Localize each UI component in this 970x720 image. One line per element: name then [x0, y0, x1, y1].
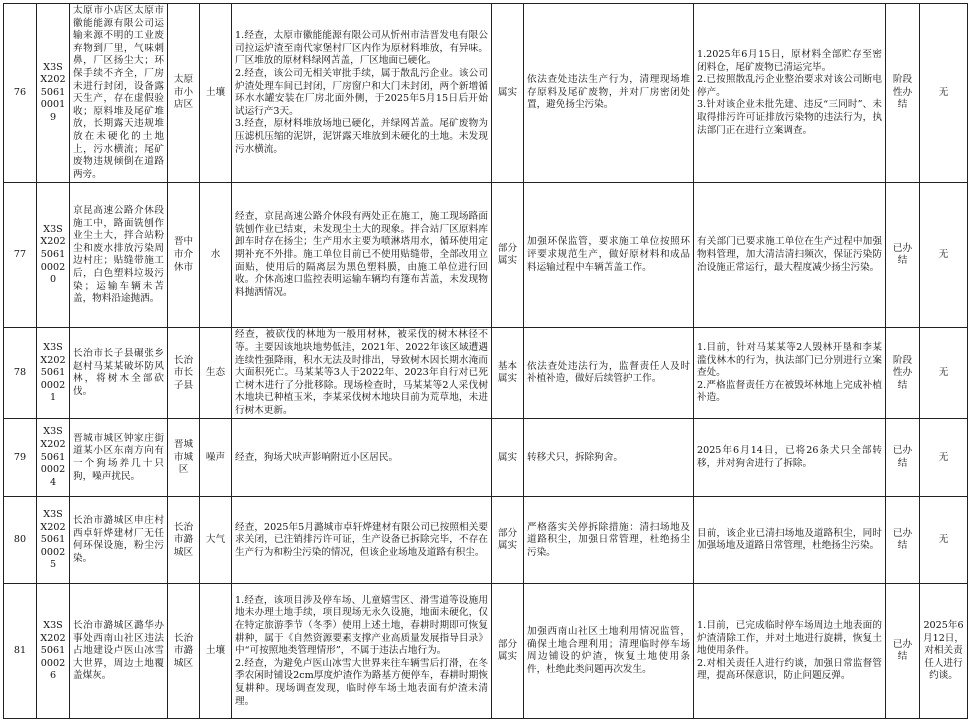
table-row — [4, 328, 968, 419]
accountability: 无 — [920, 497, 968, 584]
verification-result: 基本属实 — [492, 328, 524, 419]
pollution-type: 水 — [200, 183, 232, 328]
investigation-finding: 经查，狗场犬吠声影响附近小区居民。 — [232, 419, 492, 497]
accountability: 无 — [920, 328, 968, 419]
complaint-content: 长治市长子县碾张乡赵村马某某破坏防风林，将树木全部砍伐。 — [70, 328, 168, 419]
complaint-content: 京昆高速公路介休段施工中，路面铣刨作业尘土大，拌合站粉尘和废水排放污染周边村庄；贴缝带施工后，白色塑料垃圾污染；运输车辆未苫盖，物料沿途抛洒。 — [70, 183, 168, 328]
case-id: X3SX202506100024 — [37, 419, 70, 497]
accountability: 2025年6月12日，对相关责任人进行约谈。 — [920, 584, 968, 719]
case-id: X3SX202506100025 — [37, 497, 70, 584]
complaint-content: 太原市小店区太原市徽能能源有限公司运输来源不明的工业废弃物到厂里，气味刺鼻，厂区扬尘大；环保手续不齐全，厂房未进行封闭，设备露天生产，存在虚假验收；原料堆及尾矿堆放，长期露天违规堆放在未硬化的土地上，污水横流；尾矿废物违规倾倒在道路两旁。 — [70, 4, 168, 183]
table-row — [4, 497, 968, 584]
case-id: X3SX202506100019 — [37, 4, 70, 183]
table-row — [4, 419, 968, 497]
administrative-region: 晋中市介休市 — [168, 183, 200, 328]
rectification-progress: 1.目前，针对马某某等2人毁林开垦和李某滥伐林木的行为，执法部门已分别进行立案查处。 2.严格监督责任方在被毁坏林地上完成补植补造。 — [694, 328, 886, 419]
completion-status: 阶段性办结 — [886, 328, 920, 419]
complaint-content: 长治市潞城区潞华办事处西南山社区违法占地建设卢医山冰雪大世界，周边土地覆盖煤灰。 — [70, 584, 168, 719]
handling-measures: 加强环保监管，要求施工单位按照环评要求规范生产，做好原材料和成品料运输过程中车辆苫盖工作。 — [524, 183, 694, 328]
complaint-content: 长治市潞城区申庄村西卓轩烨建材厂无任何环保设施，粉尘污染。 — [70, 497, 168, 584]
administrative-region: 长治市潞城区 — [168, 497, 200, 584]
verification-result: 部分属实 — [492, 584, 524, 719]
handling-measures: 加强西南山社区土地利用情况监管，确保土地合理利用；清理临时停车场周边铺设的炉渣，恢复土地使用条件，杜绝此类问题再次发生。 — [524, 584, 694, 719]
administrative-region: 长治市潞城区 — [168, 584, 200, 719]
row-number: 78 — [4, 328, 37, 419]
row-number: 76 — [4, 4, 37, 183]
investigation-finding: 经查，2025年5月潞城市卓轩烨建材有限公司已按照相关要求关闭，已注销排污许可证，生产设备已拆除完毕，不存在生产行为和粉尘污染的情况，但该企业场地及道路有积尘。 — [232, 497, 492, 584]
completion-status: 已办结 — [886, 584, 920, 719]
administrative-region: 太原市小店区 — [168, 4, 200, 183]
investigation-finding: 经查，京昆高速公路介休段有两处正在施工，施工现场路面铣刨作业已结束，未发现尘土大的现象。拌合站厂区原料库卸车时存在扬尘；生产用水主要为喷淋塔用水，循环使用定期补充不外排。施工单位目前已不使用贴缝带，全部改用立面贴，使用后的隔离层为黑色塑料膜，由施工单位进行回收。介休高速口监控表明运输车辆均有篷布苫盖，未发现物料抛洒情况。 — [232, 183, 492, 328]
case-id: X3SX202506100026 — [37, 584, 70, 719]
table-row — [4, 584, 968, 719]
rectification-progress: 有关部门已要求施工单位在生产过程中加强物料管理，加大清洁清扫频次，保证污染防治设施正常运行，最大程度减少扬尘污染。 — [694, 183, 886, 328]
rectification-progress: 2025年6月14日，已将26条犬只全部转移，并对狗舍进行了拆除。 — [694, 419, 886, 497]
pollution-type: 噪声 — [200, 419, 232, 497]
accountability: 无 — [920, 419, 968, 497]
accountability: 无 — [920, 183, 968, 328]
case-id: X3SX202506100021 — [37, 328, 70, 419]
administrative-region: 长治市长子县 — [168, 328, 200, 419]
complaint-content: 晋城市城区钟家庄街道某小区东南方向有一个狗场养几十只狗，噪声扰民。 — [70, 419, 168, 497]
completion-status: 已办结 — [886, 497, 920, 584]
handling-measures: 依法查处违法行为，监督责任人及时补植补造，做好后续管护工作。 — [524, 328, 694, 419]
supervision-table — [3, 3, 968, 719]
accountability: 无 — [920, 4, 968, 183]
handling-measures: 严格落实关停拆除措施：清扫场地及道路积尘，加强日常管理，杜绝扬尘污染。 — [524, 497, 694, 584]
investigation-finding: 1.经查，该项目涉及停车场、儿童嬉雪区、滑雪道等设施用地未办理土地手续，项目现场无永久设施，地面未硬化，仅在特定旅游季节（冬季）使用上述土地，春耕时期即可恢复耕种，属于《自然资源要素支撑产业高质量发展指导目录》中“可按照地类管理情形”，不属于违法占地行为。 2.经查，为避免卢医山冰雪大世界来往车辆雪后打滑，在冬季农闲时铺设2cm厚度炉渣作为路基方便停车，春耕时期恢复耕种。现场调查发现，临时停车场土地表面有炉渣未清理。 — [232, 584, 492, 719]
verification-result: 属实 — [492, 419, 524, 497]
completion-status: 已办结 — [886, 183, 920, 328]
rectification-progress: 目前，该企业已清扫场地及道路积尘，同时加强场地及道路日常管理，杜绝扬尘污染。 — [694, 497, 886, 584]
table-row — [4, 4, 968, 183]
row-number: 80 — [4, 497, 37, 584]
completion-status: 已办结 — [886, 419, 920, 497]
verification-result: 属实 — [492, 4, 524, 183]
rectification-progress: 1.目前，已完成临时停车场周边土地表面的炉渣清除工作，并对土地进行旋耕，恢复土地使用条件。 2.对相关责任人进行约谈，加强日常监督管理，提高环保意识，防止问题反弹。 — [694, 584, 886, 719]
row-number: 81 — [4, 584, 37, 719]
case-id: X3SX202506100020 — [37, 183, 70, 328]
pollution-type: 生态 — [200, 328, 232, 419]
completion-status: 阶段性办结 — [886, 4, 920, 183]
pollution-type: 大气 — [200, 497, 232, 584]
administrative-region: 晋城市城区 — [168, 419, 200, 497]
row-number: 79 — [4, 419, 37, 497]
handling-measures: 转移犬只，拆除狗舍。 — [524, 419, 694, 497]
verification-result: 部分属实 — [492, 183, 524, 328]
verification-result: 部分属实 — [492, 497, 524, 584]
table-row — [4, 183, 968, 328]
pollution-type: 土壤 — [200, 584, 232, 719]
pollution-type: 土壤 — [200, 4, 232, 183]
row-number: 77 — [4, 183, 37, 328]
investigation-finding: 经查，被砍伐的林地为一般用材林，被采伐的树木林径不等。主要因该地块地势低洼，2021年、2022年该区域遭遇连续性强降雨，积水无法及时排出，导致树木因长期水淹而大面积死亡。马某某等3人于2022年、2023年自行对已死亡树木进行了分批移除。现场检查时，马某某等2人采伐树木地块已种植玉米，李某采伐树木地块目前为荒草地，未进行树木更新。 — [232, 328, 492, 419]
handling-measures: 依法查处违法生产行为，清理现场堆存原料及尾矿废物，并对厂房密闭处置，避免扬尘污染。 — [524, 4, 694, 183]
investigation-finding: 1.经查，太原市徽能能源有限公司从忻州市洁晋发电有限公司拉运炉渣至南代家堡村厂区内作为原材料堆放，有异味。厂区堆放的原材料绿网苫盖，厂区地面已硬化。 2.经查，该公司无相关审批手续，属于散乱污企业。该公司炉渣处理车间已封闭，厂房窗户和大门未封闭，两个新增循环水水罐安装在厂房北面外侧，于2025年5月15日后开始试运行产3天。 3.经查，原材料堆放场地已硬化，并绿网苫盖。尾矿废物为压滤机压缩的泥饼，泥饼露天堆放到未硬化的土地。未发现污水横流。 — [232, 4, 492, 183]
rectification-progress: 1.2025年6月15日，原材料全部贮存至密闭料仓，尾矿废物已清运完毕。 2.已按照散乱污企业整治要求对该公司断电停产。 3.针对该企业未批先建、违反“三同时”、未取得排污许可证排放污染物的违法行为，执法部门正在进行立案调查。 — [694, 4, 886, 183]
